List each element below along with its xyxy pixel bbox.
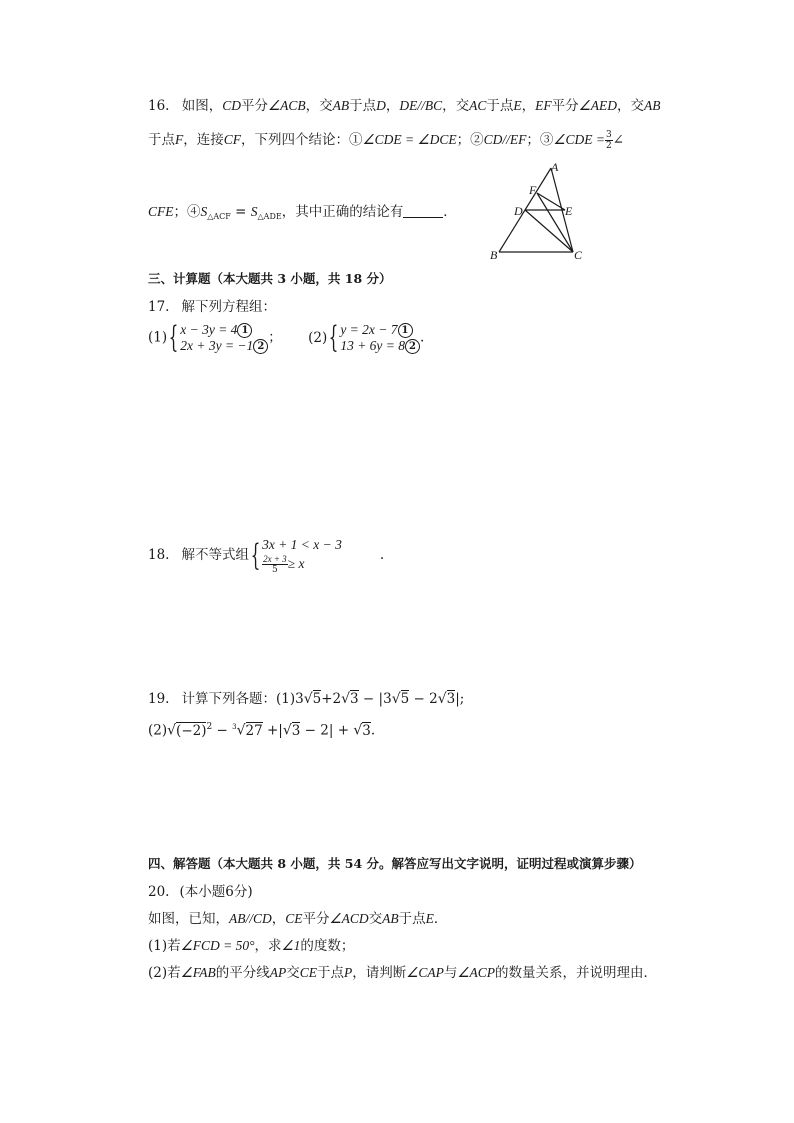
system-2: y = 2x − 7 1 13 + 6y = 8 2 <box>340 322 420 354</box>
triangle-figure <box>485 160 595 266</box>
q20-header: 20. (本小题6分) <box>148 884 253 900</box>
answer-blank[interactable] <box>403 217 443 218</box>
fraction: $\frac{2x + 3}{5}$ <box>263 554 287 575</box>
conclusion-1-marker: ① <box>349 132 363 148</box>
question-number: 19. <box>148 691 170 707</box>
conclusion-4-marker: ④ <box>187 204 201 220</box>
section-3-heading: 三、计算题（本大题共 3 小题，共 18 分） <box>148 271 392 286</box>
q16-line3: CFE；$④S_{\triangle ACF} = S_{\triangle ADE}$，其中正确的结论有 ． <box>148 204 457 221</box>
q17-prompt: 17. 解下列方程组： <box>148 299 276 315</box>
q20-line1: 如图，已知，AB//CD，CE平分∠ACD交AB于点E． <box>148 911 448 927</box>
conclusion-3-marker: ③ <box>539 132 554 148</box>
label-F: F <box>529 183 537 197</box>
q19-line1: 19. 计算下列各题：(1)3√5+2√3 − |3√5 − 2√3|; <box>148 691 465 707</box>
section-4-heading: 四、解答题（本大题共 8 小题，共 54 分。解答应写出文字说明，证明过程或演算步骤） <box>148 856 642 871</box>
q20-line3: (2)若∠FAB的平分线AP交CE于点P，请判断∠CAP与∠ACP的数量关系，并说明理由． <box>148 965 657 981</box>
question-number: 16. <box>148 98 170 114</box>
inequality-system: 3x + 1 < x − 3 $\frac{2x + 3}{5}$ ≥ x <box>262 537 342 575</box>
question-number: 17. <box>148 299 170 315</box>
question-number: 20. <box>148 884 170 900</box>
label-D: D <box>514 204 523 218</box>
fraction-three-halves: $\frac{3}{2}$ <box>605 130 612 151</box>
q16-line1: 16. 如图，CD平分∠ACB，交AB于点D，DE//BC，交AC于点E，EF平分∠AED，交AB <box>148 98 661 114</box>
system-1: x − 3y = 4 1 2x + 3y = −1 2 <box>180 322 268 354</box>
label-E: E <box>565 204 573 218</box>
label-B: B <box>490 248 498 262</box>
question-number: 18. <box>148 547 170 563</box>
conclusion-2-marker: ② <box>470 132 484 148</box>
q16-line2: 于点F，连接CF，下列四个结论：①∠CDE = ∠DCE；②CD//EF；③∠CDE = $\frac{3}{2}$ ∠ <box>148 130 624 151</box>
q19-line2: $(2)√(-2)^2 - ^3√27 +|√3 - 2| + √3$. <box>148 722 376 739</box>
segment-FC <box>537 193 573 252</box>
q18: 18. 解不等式组{ 3x + 1 < x − 3 $\frac{2x + 3}{5}$ ≥ x. <box>148 537 385 575</box>
label-C: C <box>574 248 583 262</box>
segment-FE <box>537 193 565 210</box>
q17-systems: (1){ x − 3y = 4 1 2x + 3y = −1 2； (2){ y = 2x − 7 1 13 + 6y = 8 2. <box>148 320 425 355</box>
q20-line2: (1)若∠FCD = 50°，求∠1的度数； <box>148 938 355 954</box>
label-A: A <box>551 160 559 174</box>
